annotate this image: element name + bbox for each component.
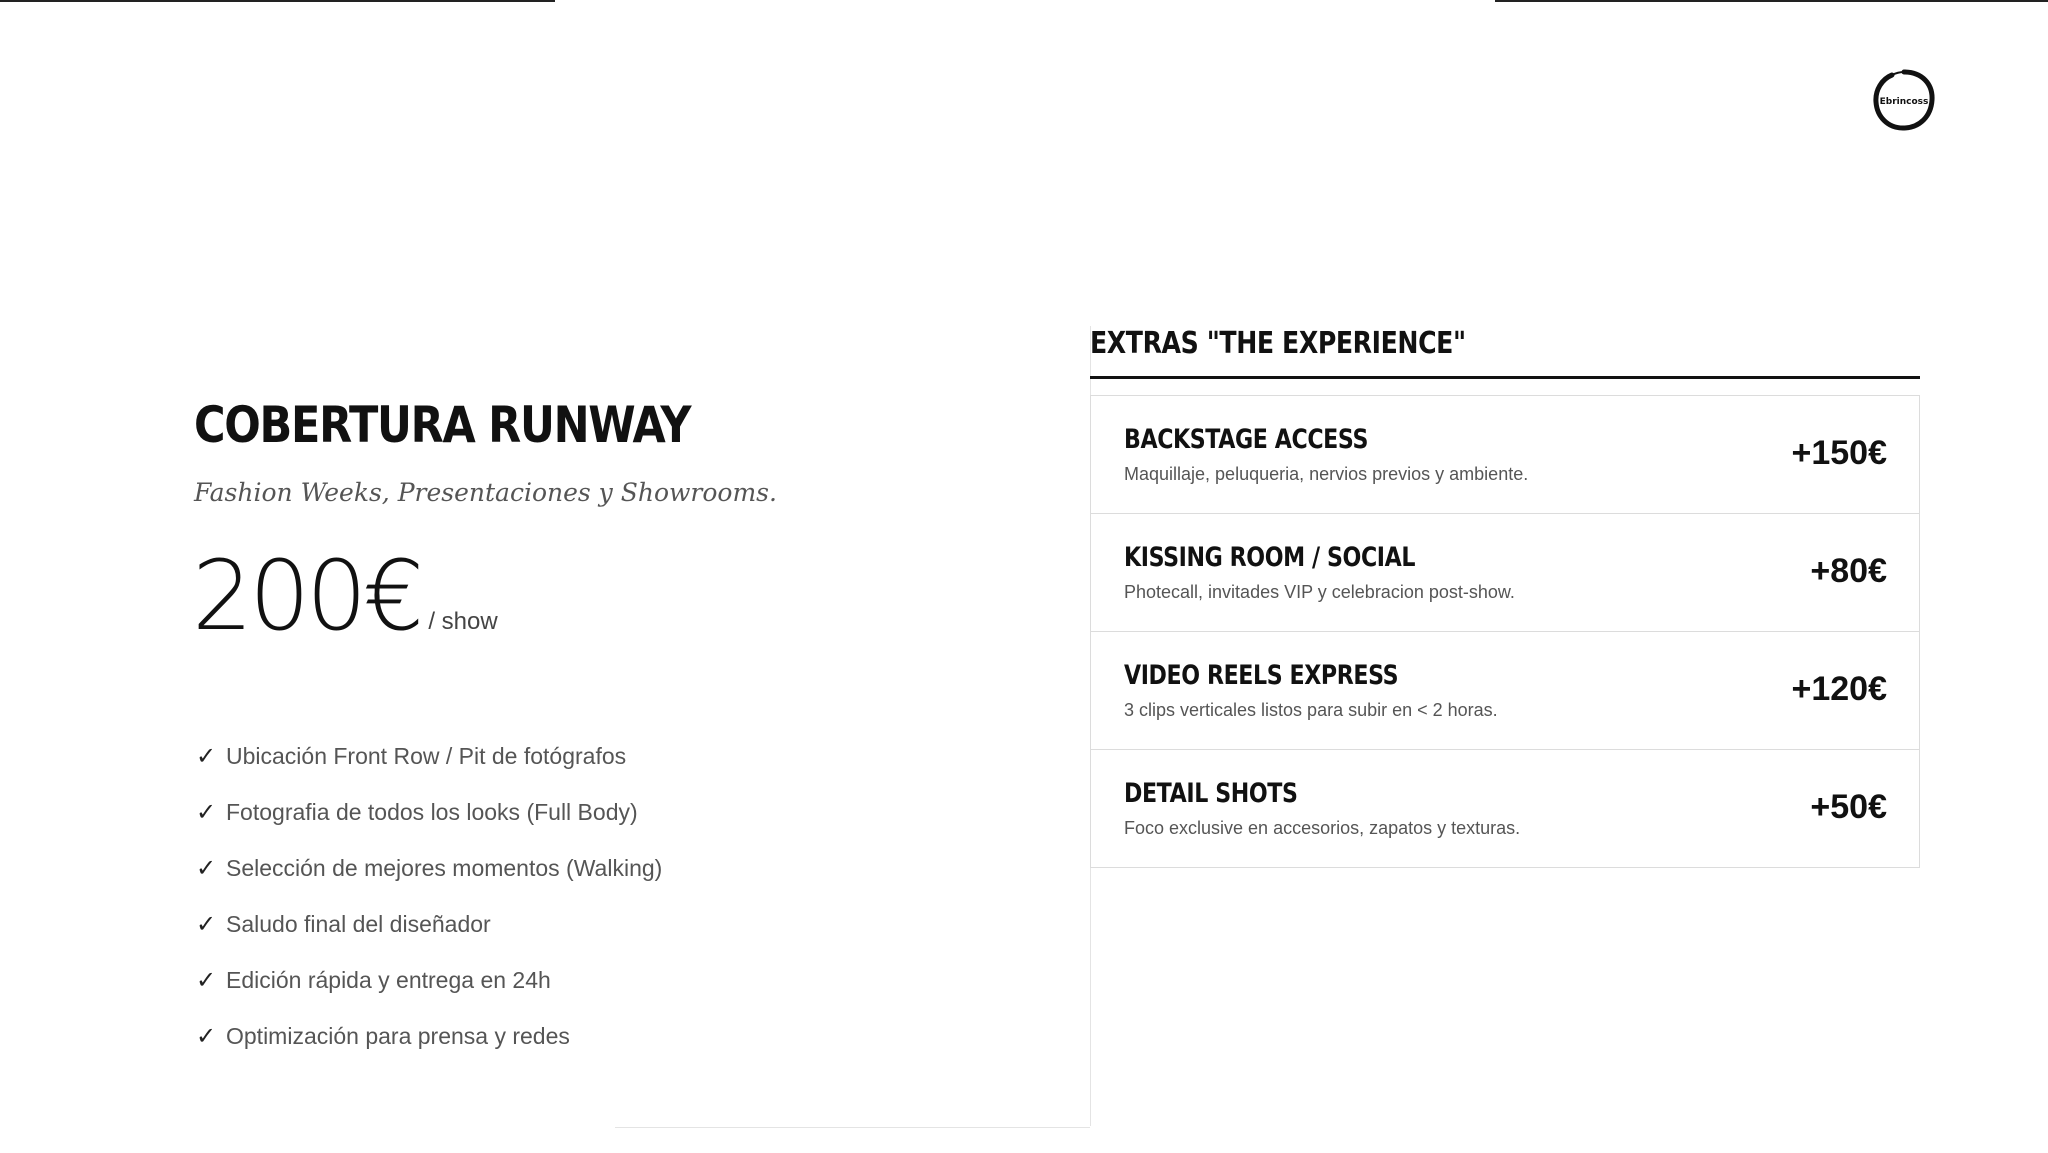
extra-name: KISSING ROOM / SOCIAL [1124, 542, 1416, 573]
feature-item [196, 728, 662, 784]
feature-text: Edición rápida y entrega en 24h [226, 966, 551, 993]
feature-text: Ubicación Front Row / Pit de fotógrafos [226, 742, 627, 769]
feature-item [196, 840, 662, 896]
service-card [138, 326, 1091, 1126]
feature-item [196, 1008, 662, 1064]
service-price: 200€ [192, 540, 421, 652]
feature-text: Selección de mejores momentos (Walking) [226, 854, 663, 881]
extra-name: VIDEO REELS EXPRESS [1124, 660, 1399, 691]
feature-text: Fotografia de todos los looks (Full Body) [226, 798, 638, 825]
feature-item [196, 896, 662, 952]
check-icon: ✓ [196, 910, 217, 938]
check-icon: ✓ [196, 966, 217, 994]
extras-title-rule [1090, 376, 1920, 379]
extra-item-video-reels [1091, 632, 1919, 750]
extra-description: Maquillaje, peluqueria, nervios previos y ambiente. [1124, 464, 1529, 484]
check-icon: ✓ [196, 854, 217, 882]
price-unit: / show [428, 608, 498, 635]
extras-section [1090, 326, 1920, 868]
extra-name: BACKSTAGE ACCESS [1124, 424, 1368, 455]
brush-circle-logo-icon [1870, 66, 1938, 134]
extras-list [1090, 395, 1920, 868]
top-divider-right [1495, 0, 2048, 2]
extra-description: Foco exclusive en accesorios, zapatos y texturas. [1124, 818, 1521, 838]
extra-price: +80€ [1810, 552, 1887, 590]
extra-price: +120€ [1791, 670, 1887, 708]
feature-text: Saludo final del diseñador [226, 910, 491, 937]
extra-item-kissing-room [1091, 514, 1919, 632]
feature-item [196, 784, 662, 840]
check-icon: ✓ [196, 742, 217, 770]
check-icon: ✓ [196, 1022, 217, 1050]
price-row [192, 540, 498, 652]
extra-item-backstage-access [1091, 396, 1919, 514]
extra-name: DETAIL SHOTS [1124, 778, 1298, 809]
extra-item-detail-shots [1091, 750, 1919, 867]
extra-description: 3 clips verticales listos para subir en < 2 horas. [1124, 700, 1498, 720]
extra-price: +150€ [1791, 434, 1887, 472]
extras-title: EXTRAS "THE EXPERIENCE" [1090, 326, 1466, 361]
logo-text: Ebrincoss [1879, 97, 1929, 107]
check-icon: ✓ [196, 798, 217, 826]
top-divider-left [0, 0, 555, 2]
card-bottom-divider [615, 1127, 1090, 1128]
service-title: COBERTURA RUNWAY [194, 396, 691, 454]
feature-list [196, 728, 662, 1064]
service-subtitle: Fashion Weeks, Presentaciones y Showrooms. [194, 478, 777, 507]
feature-text: Optimización para prensa y redes [226, 1022, 570, 1049]
extra-price: +50€ [1810, 788, 1887, 826]
feature-item [196, 952, 662, 1008]
extra-description: Photecall, invitades VIP y celebracion post-show. [1124, 582, 1515, 602]
